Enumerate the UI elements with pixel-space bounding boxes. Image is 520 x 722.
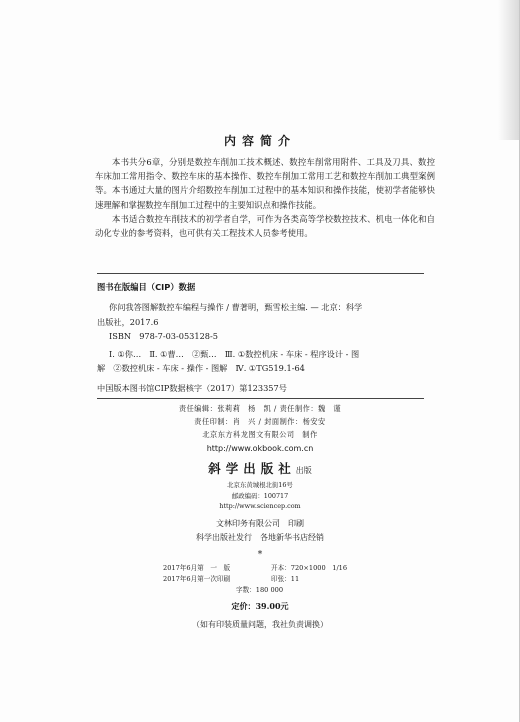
section-title: 内容简介 — [223, 134, 296, 148]
cip-publisher-line: 出版社，2017.6 — [97, 316, 159, 327]
staff-website: http://www.okbook.com.cn — [206, 444, 314, 453]
printer: 文林印务有限公司 印刷 — [216, 519, 304, 528]
page-fold-shadow — [498, 0, 520, 140]
staff-line-3: 北京东方科龙图文有限公司 制作 — [202, 430, 318, 439]
publisher-postcode: 邮政编码：100717 — [231, 492, 289, 500]
divider-bottom — [97, 398, 424, 399]
cip-heading: 图书在版编目（CIP）数据 — [97, 282, 196, 292]
publisher-logo-suffix: 出版 — [295, 466, 312, 475]
intro-paragraph-1: 本书共分6章，分别是数控车削加工技术概述、数控车削常用附件、工具及刀具、数控车床加工常用指令、数控车床的基本操作、数控车削加工常用工艺和数控车削加工典型案例等。本书通过大量的图片介绍数控车削加工过程中的基本知识和操作技能，使初学者能够快速理解和掌握数控车削加工过程中的主要知识点和操作技能。 — [95, 157, 435, 210]
divider-top — [97, 273, 424, 274]
staff-line-1: 责任编辑：张莉莉 杨 凯 / 责任制作：魏 谨 — [178, 404, 342, 413]
publisher-address: 北京东黄城根北街16号 — [227, 481, 293, 489]
spec-printing: 2017年6月第一次印刷 — [163, 575, 231, 583]
price: 定价：39.00元 — [231, 601, 289, 611]
cip-title-line: 你问我答图解数控车编程与操作 / 曹著明，甄雪松主编. — 北京：科学 — [109, 302, 363, 312]
quality-note: （如有印装质量问题，我社负责调换） — [192, 620, 328, 629]
spec-sheets: 印张：11 — [271, 575, 300, 583]
spec-words: 字数：180 000 — [236, 586, 284, 594]
intro-paragraph-2: 本书适合数控车削技术的初学者自学，可作为各类高等学校数控技术、机电一体化和自动化专业的参考资料，也可供有关工程技术人员参考使用。 — [95, 213, 435, 239]
publisher-logo-row — [0, 459, 520, 477]
cip-classification-2: 解 ②数控机床 - 车床 - 操作 - 图解 Ⅳ. ①TG519.1-64 — [97, 363, 305, 373]
staff-line-2: 责任印制：肖 兴 / 封面制作：杨安安 — [194, 417, 326, 426]
spec-format: 开本：720×1000 1/16 — [271, 564, 348, 572]
intro-text — [95, 155, 435, 240]
distribution: 科学出版社发行 各地新华书店经销 — [196, 533, 324, 542]
cip-isbn: ISBN 978-7-03-053128-5 — [109, 331, 218, 341]
cip-block — [97, 300, 427, 376]
cip-record-number: 中国版本图书馆CIP数据核字（2017）第123357号 — [97, 383, 287, 393]
spec-edition: 2017年6月第 一 版 — [163, 564, 231, 572]
publisher-logo: 斜学出版社 — [208, 461, 296, 476]
separator-star: * — [257, 550, 263, 560]
publisher-url: http://www.sciencep.com — [219, 502, 301, 510]
cip-classification-1: Ⅰ. ①你… Ⅱ. ①曹… ②甄… Ⅲ. ①数控机床 - 车床 - 程序设计 - 图 — [109, 348, 360, 359]
